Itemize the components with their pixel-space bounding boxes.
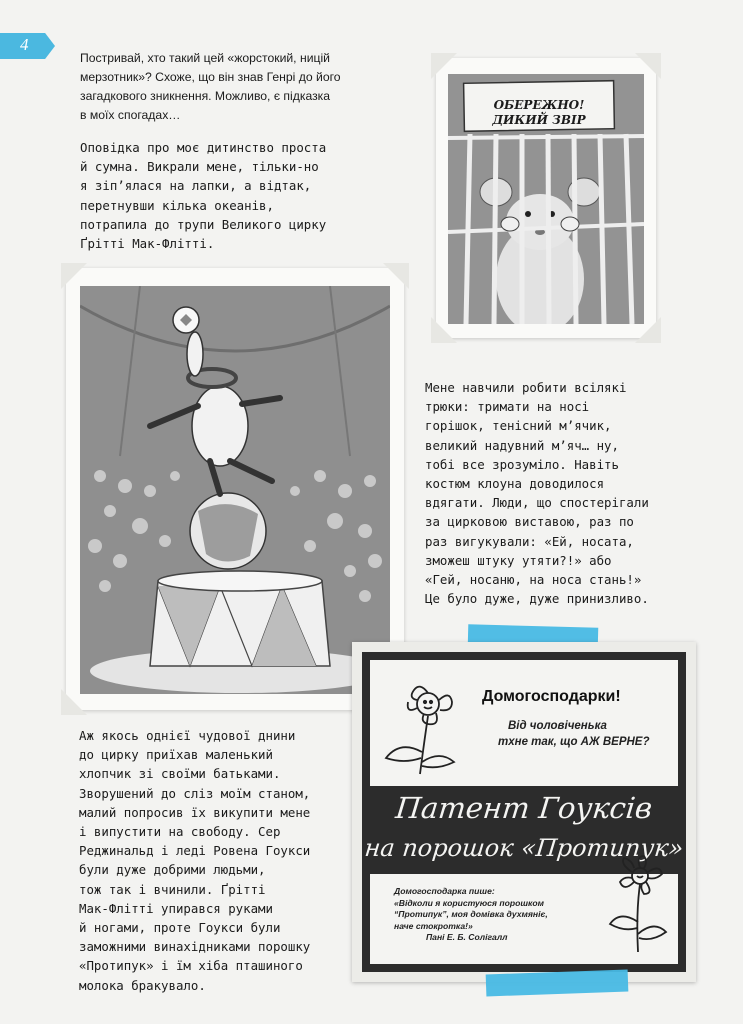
intro-line: мерзотник»? Схоже, що він знав Генрі до його: [80, 70, 341, 84]
testimonial-line1: Домогосподарка пише:: [394, 886, 495, 896]
story-paragraph-1: Оповідка про моє дитинство проста й сумна. Викрали мене, тільки-но я зіп’ялася на лапки, а відтак, перетнувши кілька океанів, потрапила до трупи Великого цирку Ґрітті Мак-Флітті.: [80, 140, 327, 252]
story-paragraph-2: Мене навчили робити всілякі трюки: тримати на носі горішок, тенісний м’ячик, великий надувний м’яч… ну, тобі все зрозуміло. Навіть костюм клоуна доводилося вдягати. Люди, що спостерігали за цирковою виставою, раз по раз вигукували: «Ей, носата, зможеш штуку утяти?!» або «Гей, носаню, на носа стань!» Це було дуже, дуже принизливо.: [425, 380, 649, 607]
intro-text: [80, 49, 380, 125]
ad-bottom-section: [370, 874, 678, 964]
intro-line: в моїх спогадах…: [80, 108, 181, 122]
testimonial-line3: “Протипук”, моя домівка духмяніє,: [394, 909, 548, 919]
ad-headline: Домогосподарки!: [482, 688, 621, 705]
advertisement: [352, 642, 696, 982]
intro-line: Постривай, хто такий цей «жорстокий, ницій: [80, 51, 330, 65]
intro-line: загадкового зникнення. Можливо, є підказка: [80, 89, 331, 103]
flower-icon: [380, 678, 460, 778]
ad-subheading: [498, 718, 668, 750]
cage-illustration: [448, 74, 644, 324]
ad-top-section: [370, 660, 678, 786]
story-paragraph-3: Аж якось однієї чудової днини до цирку приїхав маленький хлопчик зі своїми батьками. Зворушений до сліз моїм станом, малий попросив їх викупити мене і випустити на свободу. Сер Реджинальд і леді Ровена Гоукси були дуже добрими людьми, тож так і вчинили. Ґрітті Мак-Флітті упирався руками й ногами, проте Гоукси були заможними винахідниками порошку «Протипук» і їм хіба пташиного молока бракувало.: [79, 728, 311, 993]
ad-title-line2: на порошок «Протипук»: [363, 834, 685, 862]
ad-testimonial: [394, 886, 604, 944]
testimonial-signature: Пані Е. Б. Солігалл: [426, 932, 508, 942]
circus-illustration: [80, 286, 390, 694]
ad-sub-line2: тхне так, що АЖ ВЕРНЕ?: [498, 736, 650, 748]
page-number: 4: [20, 35, 29, 54]
testimonial-line2: «Відколи я користуюся порошком: [394, 897, 544, 908]
daisy-icon: [606, 852, 670, 960]
ad-title-line1: Патент Гоуксів: [394, 791, 654, 825]
ad-sub-line1: Від чоловіченька: [508, 720, 607, 732]
testimonial-line4: наче стокротка!»: [394, 920, 473, 931]
cage-sign: [464, 98, 614, 128]
cage-photo-frame: [436, 58, 656, 338]
cage-sign-line2: ДИКИЙ ЗВІР: [492, 113, 586, 127]
tape-bottom: [486, 970, 629, 997]
ad-panel: [362, 652, 686, 972]
cage-sign-line1: ОБЕРЕЖНО!: [493, 98, 585, 112]
